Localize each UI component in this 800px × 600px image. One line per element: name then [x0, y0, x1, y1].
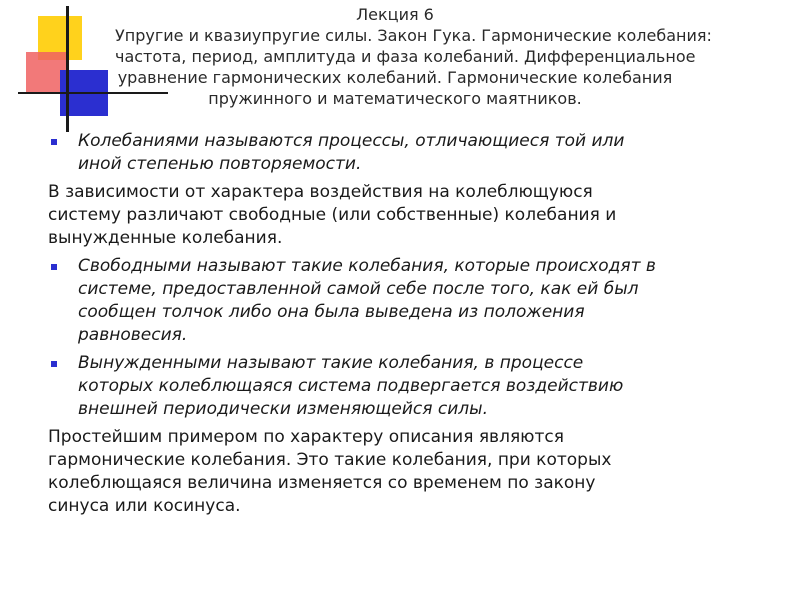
text-line: вынужденные колебания.	[48, 228, 283, 248]
text-line: сообщен толчок либо она была выведена из положения	[78, 302, 585, 322]
plain-paragraph	[48, 426, 788, 518]
text-line: которых колеблющаяся система подвергается воздействию	[78, 376, 624, 396]
bullet-item	[48, 255, 788, 347]
slide-body	[48, 130, 788, 523]
text-line: В зависимости от характера воздействия на колеблющуюся	[48, 182, 593, 202]
title-line: частота, период, амплитуда и фаза колебаний. Дифференциальное	[115, 47, 696, 66]
square-bullet-icon	[51, 139, 57, 145]
text-line: систему различают свободные (или собственные) колебания и	[48, 205, 617, 225]
bullet-item	[48, 352, 788, 421]
plain-paragraph	[48, 181, 788, 250]
text-line: равновесия.	[78, 325, 188, 345]
text-line: синуса или косинуса.	[48, 496, 241, 516]
square-bullet-icon	[51, 264, 57, 270]
text-line: Колебаниями называются процессы, отличающиеся той или	[78, 131, 625, 151]
text-line: системе, предоставленной самой себе после того, как ей был	[78, 279, 639, 299]
title-line: пружинного и математического маятников.	[208, 89, 582, 108]
text-line: иной степенью повторяемости.	[78, 154, 362, 174]
title-line: уравнение гармонических колебаний. Гармонические колебания	[117, 68, 673, 87]
text-line: гармонические колебания. Это такие колебания, при которых	[48, 450, 612, 470]
text-line: Простейшим примером по характеру описания являются	[48, 427, 564, 447]
text-line: Вынужденными называют такие колебания, в процессе	[78, 353, 584, 373]
slide-title	[115, 4, 712, 109]
title-line: Упругие и квазиупругие силы. Закон Гука. Гармонические колебания:	[115, 26, 712, 45]
vertical-line-decoration	[66, 6, 69, 132]
bullet-item	[48, 130, 788, 176]
title-line: Лекция 6	[356, 5, 434, 24]
text-line: Свободными называют такие колебания, которые происходят в	[78, 256, 656, 276]
square-bullet-icon	[51, 361, 57, 367]
text-line: колеблющаяся величина изменяется со временем по закону	[48, 473, 596, 493]
text-line: внешней периодически изменяющейся силы.	[78, 399, 488, 419]
